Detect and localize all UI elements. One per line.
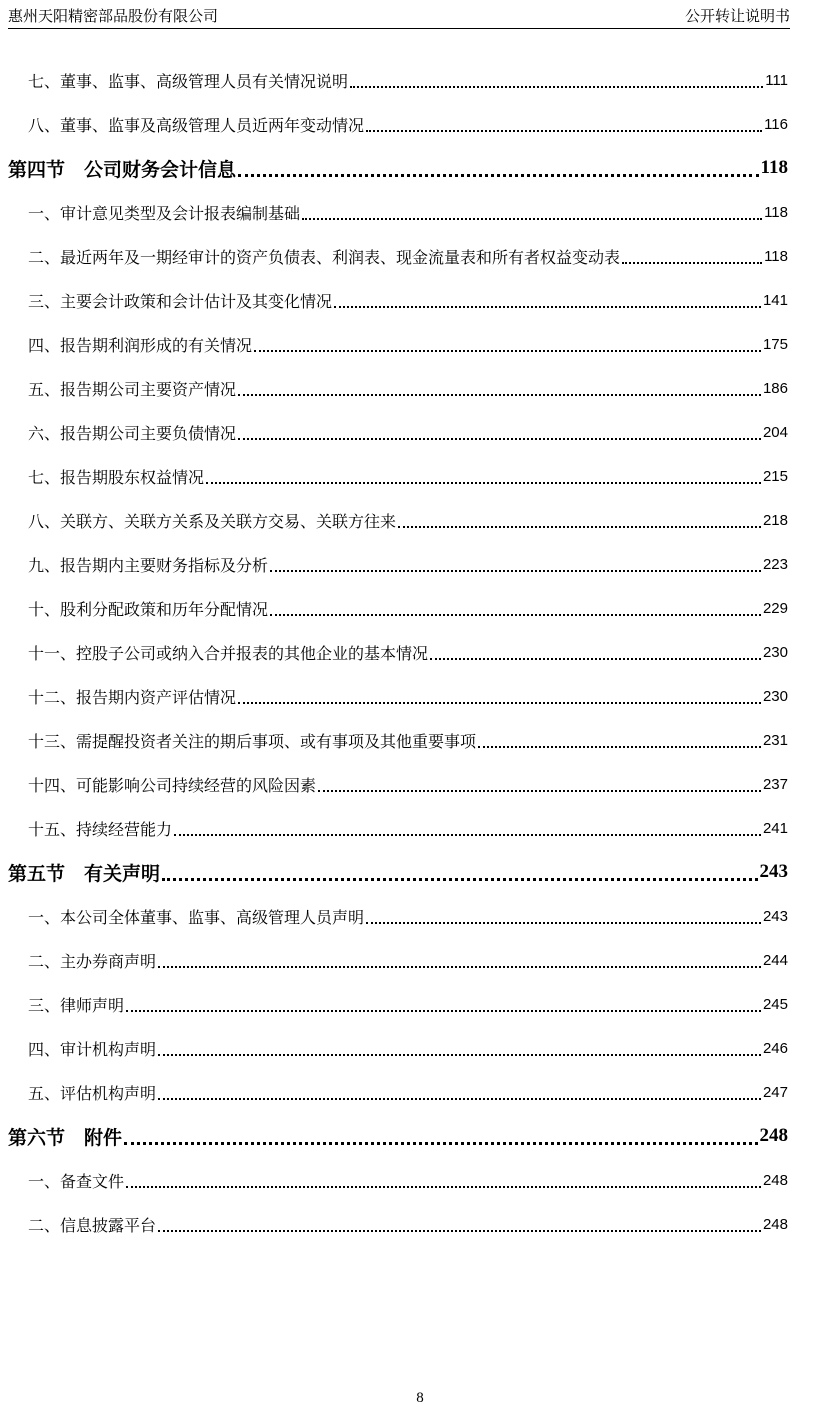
- dot-leader: [238, 393, 761, 396]
- toc-entry-label: 二、最近两年及一期经审计的资产负债表、利润表、现金流量表和所有者权益变动表: [28, 247, 621, 267]
- dot-leader: [162, 877, 757, 881]
- toc-section-heading[interactable]: [8, 1114, 788, 1158]
- toc-entry-label: 一、备查文件: [28, 1171, 125, 1191]
- toc-entry[interactable]: [8, 718, 788, 762]
- toc-page-number: 248: [762, 1171, 788, 1189]
- toc-page-number: 230: [762, 643, 788, 661]
- toc-entry-label: 十三、需提醒投资者关注的期后事项、或有事项及其他重要事项: [28, 731, 477, 751]
- toc-page-number: 229: [762, 599, 788, 617]
- dot-leader: [270, 613, 761, 616]
- toc-entry-label: 二、主办券商声明: [28, 951, 157, 971]
- toc-entry[interactable]: [8, 58, 788, 102]
- toc-entry-label: 二、信息披露平台: [28, 1215, 157, 1235]
- toc-entry-label: 七、董事、监事、高级管理人员有关情况说明: [28, 71, 349, 91]
- toc-entry[interactable]: [8, 806, 788, 850]
- toc-entry-label: 第六节 附件: [8, 1126, 123, 1149]
- dot-leader: [318, 789, 761, 792]
- dot-leader: [158, 1053, 761, 1056]
- toc-entry[interactable]: [8, 1202, 788, 1246]
- dot-leader: [270, 569, 761, 572]
- dot-leader: [430, 657, 761, 660]
- toc-entry[interactable]: [8, 410, 788, 454]
- dot-leader: [334, 305, 761, 308]
- dot-leader: [126, 1185, 761, 1188]
- dot-leader: [238, 173, 759, 177]
- toc-page-number: 218: [762, 511, 788, 529]
- toc-entry[interactable]: [8, 586, 788, 630]
- toc-entry-label: 九、报告期内主要财务指标及分析: [28, 555, 269, 575]
- toc-entry-label: 十一、控股子公司或纳入合并报表的其他企业的基本情况: [28, 643, 429, 663]
- toc-entry[interactable]: [8, 674, 788, 718]
- toc-page-number: 223: [762, 555, 788, 573]
- toc-entry-label: 十四、可能影响公司持续经营的风险因素: [28, 775, 317, 795]
- dot-leader: [366, 921, 761, 924]
- toc-page-number: 246: [762, 1039, 788, 1057]
- table-of-contents: [8, 58, 788, 1246]
- toc-entry[interactable]: [8, 894, 788, 938]
- toc-page-number: 241: [762, 819, 788, 837]
- toc-page-number: 248: [759, 1125, 788, 1146]
- dot-leader: [302, 217, 762, 220]
- toc-entry[interactable]: [8, 102, 788, 146]
- dot-leader: [366, 129, 762, 132]
- toc-entry-label: 四、报告期利润形成的有关情况: [28, 335, 253, 355]
- dot-leader: [158, 1229, 761, 1232]
- toc-page-number: 118: [764, 247, 788, 265]
- dot-leader: [254, 349, 761, 352]
- dot-leader: [158, 1097, 761, 1100]
- toc-page-number: 244: [762, 951, 788, 969]
- toc-page-number: 230: [762, 687, 788, 705]
- dot-leader: [126, 1009, 761, 1012]
- toc-entry-label: 五、报告期公司主要资产情况: [28, 379, 237, 399]
- toc-entry[interactable]: [8, 454, 788, 498]
- toc-entry[interactable]: [8, 982, 788, 1026]
- toc-page-number: 118: [764, 203, 788, 221]
- toc-page-number: 247: [762, 1083, 788, 1101]
- toc-entry-label: 十五、持续经营能力: [28, 819, 173, 839]
- toc-entry[interactable]: [8, 278, 788, 322]
- toc-page-number: 231: [762, 731, 788, 749]
- toc-entry[interactable]: [8, 938, 788, 982]
- dot-leader: [124, 1141, 757, 1145]
- toc-page-number: 243: [759, 861, 788, 882]
- toc-entry[interactable]: [8, 1158, 788, 1202]
- dot-leader: [622, 261, 762, 264]
- toc-page-number: 215: [762, 467, 788, 485]
- toc-entry[interactable]: [8, 762, 788, 806]
- toc-page-number: 116: [764, 115, 788, 133]
- page-header: [8, 6, 790, 29]
- dot-leader: [174, 833, 761, 836]
- toc-page-number: 204: [762, 423, 788, 441]
- toc-entry-label: 三、律师声明: [28, 995, 125, 1015]
- dot-leader: [398, 525, 761, 528]
- toc-section-heading[interactable]: [8, 850, 788, 894]
- toc-entry-label: 一、本公司全体董事、监事、高级管理人员声明: [28, 907, 365, 927]
- toc-entry[interactable]: [8, 630, 788, 674]
- dot-leader: [158, 965, 761, 968]
- toc-entry-label: 八、董事、监事及高级管理人员近两年变动情况: [28, 115, 365, 135]
- toc-entry-label: 八、关联方、关联方关系及关联方交易、关联方往来: [28, 511, 397, 531]
- toc-entry[interactable]: [8, 322, 788, 366]
- toc-page-number: 141: [762, 291, 788, 309]
- page-number: 8: [416, 1390, 424, 1406]
- toc-entry-label: 十二、报告期内资产评估情况: [28, 687, 237, 707]
- toc-entry[interactable]: [8, 190, 788, 234]
- toc-entry[interactable]: [8, 234, 788, 278]
- toc-page-number: 237: [762, 775, 788, 793]
- toc-entry[interactable]: [8, 366, 788, 410]
- dot-leader: [238, 437, 761, 440]
- toc-entry-label: 一、审计意见类型及会计报表编制基础: [28, 203, 301, 223]
- toc-section-heading[interactable]: [8, 146, 788, 190]
- toc-entry-label: 十、股利分配政策和历年分配情况: [28, 599, 269, 619]
- dot-leader: [350, 85, 763, 88]
- toc-entry-label: 四、审计机构声明: [28, 1039, 157, 1059]
- toc-page-number: 111: [765, 71, 788, 89]
- toc-page-number: 186: [762, 379, 788, 397]
- toc-entry-label: 七、报告期股东权益情况: [28, 467, 205, 487]
- document-title: 公开转让说明书: [684, 7, 790, 25]
- toc-entry-label: 第五节 有关声明: [8, 862, 161, 885]
- toc-entry[interactable]: [8, 498, 788, 542]
- company-name: 惠州天阳精密部品股份有限公司: [8, 7, 219, 25]
- toc-page-number: 118: [760, 157, 788, 178]
- toc-page-number: 243: [762, 907, 788, 925]
- toc-page-number: 175: [762, 335, 788, 353]
- toc-entry[interactable]: [8, 1026, 788, 1070]
- toc-page-number: 245: [762, 995, 788, 1013]
- toc-entry[interactable]: [8, 1070, 788, 1114]
- toc-entry-label: 五、评估机构声明: [28, 1083, 157, 1103]
- toc-entry-label: 三、主要会计政策和会计估计及其变化情况: [28, 291, 333, 311]
- toc-entry-label: 第四节 公司财务会计信息: [8, 158, 237, 181]
- toc-page-number: 248: [762, 1215, 788, 1233]
- dot-leader: [478, 745, 761, 748]
- toc-entry[interactable]: [8, 542, 788, 586]
- toc-entry-label: 六、报告期公司主要负债情况: [28, 423, 237, 443]
- dot-leader: [206, 481, 761, 484]
- dot-leader: [238, 701, 761, 704]
